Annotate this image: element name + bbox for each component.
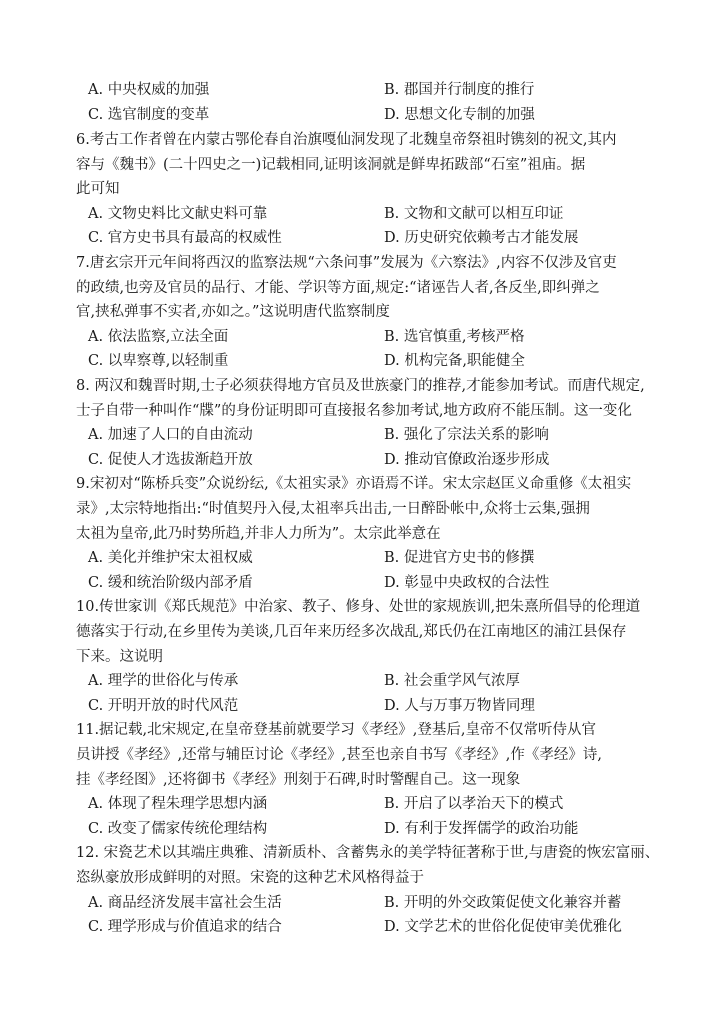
q11-option-a: A. 体现了程朱理学思想内涵	[88, 796, 268, 812]
q8-option-a: A. 加速了人口的自由流动	[88, 427, 253, 443]
q6-stem-line-2: 容与《魏书》(二十四史之一)记载相同,证明该洞就是鲜卑拓跋部“石室”祖庙。据	[76, 157, 586, 173]
q10-option-b: B. 社会重学风气浓厚	[384, 673, 520, 689]
q11-stem-line-3: 挂《孝经图》,还将御书《孝经》刑刻于石碑,时时警醒自己。这一现象	[76, 772, 521, 788]
q11-stem-line-1: 11.据记载,北宋规定,在皇帝登基前就要学习《孝经》,登基后,皇帝不仅常听侍从官	[76, 722, 596, 738]
q12-option-c: C. 理学形成与价值追求的结合	[88, 919, 282, 935]
q9-option-c: C. 缓和统治阶级内部矛盾	[88, 575, 253, 591]
q8-option-c: C. 促使人才选拔渐趋开放	[88, 452, 253, 468]
q10-option-c: C. 开明开放的时代风范	[88, 698, 239, 714]
q10-stem-line-2: 德落实于行动,在乡里传为美谈,几百年来历经多次战乱,郑氏仍在江南地区的浦江县保存	[76, 624, 627, 640]
q10-stem-line-1: 10.传世家训《郑氏规范》中治家、教子、修身、处世的家规族训,把朱熹所倡导的伦理道	[76, 599, 641, 615]
q6-option-d: D. 历史研究依赖考古才能发展	[384, 230, 579, 246]
q7-option-d: D. 机构完备,职能健全	[384, 353, 525, 369]
q5-option-d: D. 思想文化专制的加强	[384, 107, 535, 123]
q6-stem-line-1: 6.考古工作者曾在内蒙古鄂伦春自治旗嘎仙洞发现了北魏皇帝祭祖时镌刻的祝文,其内	[76, 132, 617, 148]
q9-stem-line-2: 录》,太宗特地指出:“时值契丹入侵,太祖率兵出击,一日醉卧帐中,众将士云集,强拥	[76, 501, 590, 517]
q12-option-d: D. 文学艺术的世俗化促使审美优雅化	[384, 919, 622, 935]
q6-option-b: B. 文物和文献可以相互印证	[384, 206, 564, 222]
q6-option-c: C. 官方史书具有最高的权威性	[88, 230, 282, 246]
q10-option-d: D. 人与万事万物皆同理	[384, 698, 535, 714]
q12-stem-line-1: 12. 宋瓷艺术以其端庄典雅、清新质朴、含蓄隽永的美学特征著称于世,与唐瓷的恢宏富丽、	[76, 845, 660, 861]
q11-option-c: C. 改变了儒家传统伦理结构	[88, 821, 268, 837]
q8-option-d: D. 推动官僚政治逐步形成	[384, 452, 550, 468]
q5-option-b: B. 郡国并行制度的推行	[384, 82, 535, 98]
q7-option-c: C. 以卑察尊,以轻制重	[88, 353, 229, 369]
q9-option-a: A. 美化并维护宋太祖权威	[88, 550, 253, 566]
q6-stem-line-3: 此可知	[76, 181, 120, 197]
q10-stem-line-3: 下来。这说明	[76, 649, 163, 665]
q11-option-d: D. 有利于发挥儒学的政治功能	[384, 821, 579, 837]
q8-option-b: B. 强化了宗法关系的影响	[384, 427, 549, 443]
q8-stem-line-2: 士子自带一种叫作“牒”的身份证明即可直接报名参加考试,地方政府不能压制。这一变化	[76, 403, 632, 419]
q8-stem-line-1: 8. 两汉和魏晋时期,士子必须获得地方官员及世族豪门的推荐,才能参加考试。而唐代规定,	[76, 378, 645, 394]
q11-stem-line-2: 员讲授《孝经》,还常与辅臣讨论《孝经》,甚至也亲自书写《孝经》,作《孝经》诗,	[76, 747, 602, 763]
q7-stem-line-3: 官,挟私弹事不实者,亦如之。”这说明唐代监察制度	[76, 304, 390, 320]
q12-option-b: B. 开明的外交政策促使文化兼容并蓄	[384, 895, 622, 911]
q9-stem-line-1: 9.宋初对“陈桥兵变”众说纷纭,《太祖实录》亦语焉不详。宋太宗赵匡义命重修《太祖实	[76, 476, 632, 492]
q10-option-a: A. 理学的世俗化与传承	[88, 673, 239, 689]
q9-stem-line-3: 太祖为皇帝,此乃时势所趋,并非人力所为”。太宗此举意在	[76, 526, 441, 542]
q12-option-a: A. 商品经济发展丰富社会生活	[88, 895, 282, 911]
q9-option-b: B. 促进官方史书的修撰	[384, 550, 535, 566]
q5-option-a: A. 中央权威的加强	[88, 82, 210, 98]
q11-option-b: B. 开启了以孝治天下的模式	[384, 796, 564, 812]
q6-option-a: A. 文物史料比文献史料可靠	[88, 206, 268, 222]
q12-stem-line-2: 恣纵豪放形成鲜明的对照。宋瓷的这种艺术风格得益于	[76, 870, 424, 886]
q7-stem-line-1: 7.唐玄宗开元年间将西汉的监察法规“六条问事”发展为《六察法》,内容不仅涉及官吏	[76, 255, 617, 271]
q5-option-c: C. 选官制度的变革	[88, 107, 210, 123]
q7-option-b: B. 选官慎重,考核严格	[384, 329, 525, 345]
q9-option-d: D. 彰显中央政权的合法性	[384, 575, 550, 591]
q7-stem-line-2: 的政绩,也旁及官员的品行、才能、学识等方面,规定:“诸诬告人者,各反坐,即纠弹之	[76, 280, 600, 296]
q7-option-a: A. 依法监察,立法全面	[88, 329, 229, 345]
